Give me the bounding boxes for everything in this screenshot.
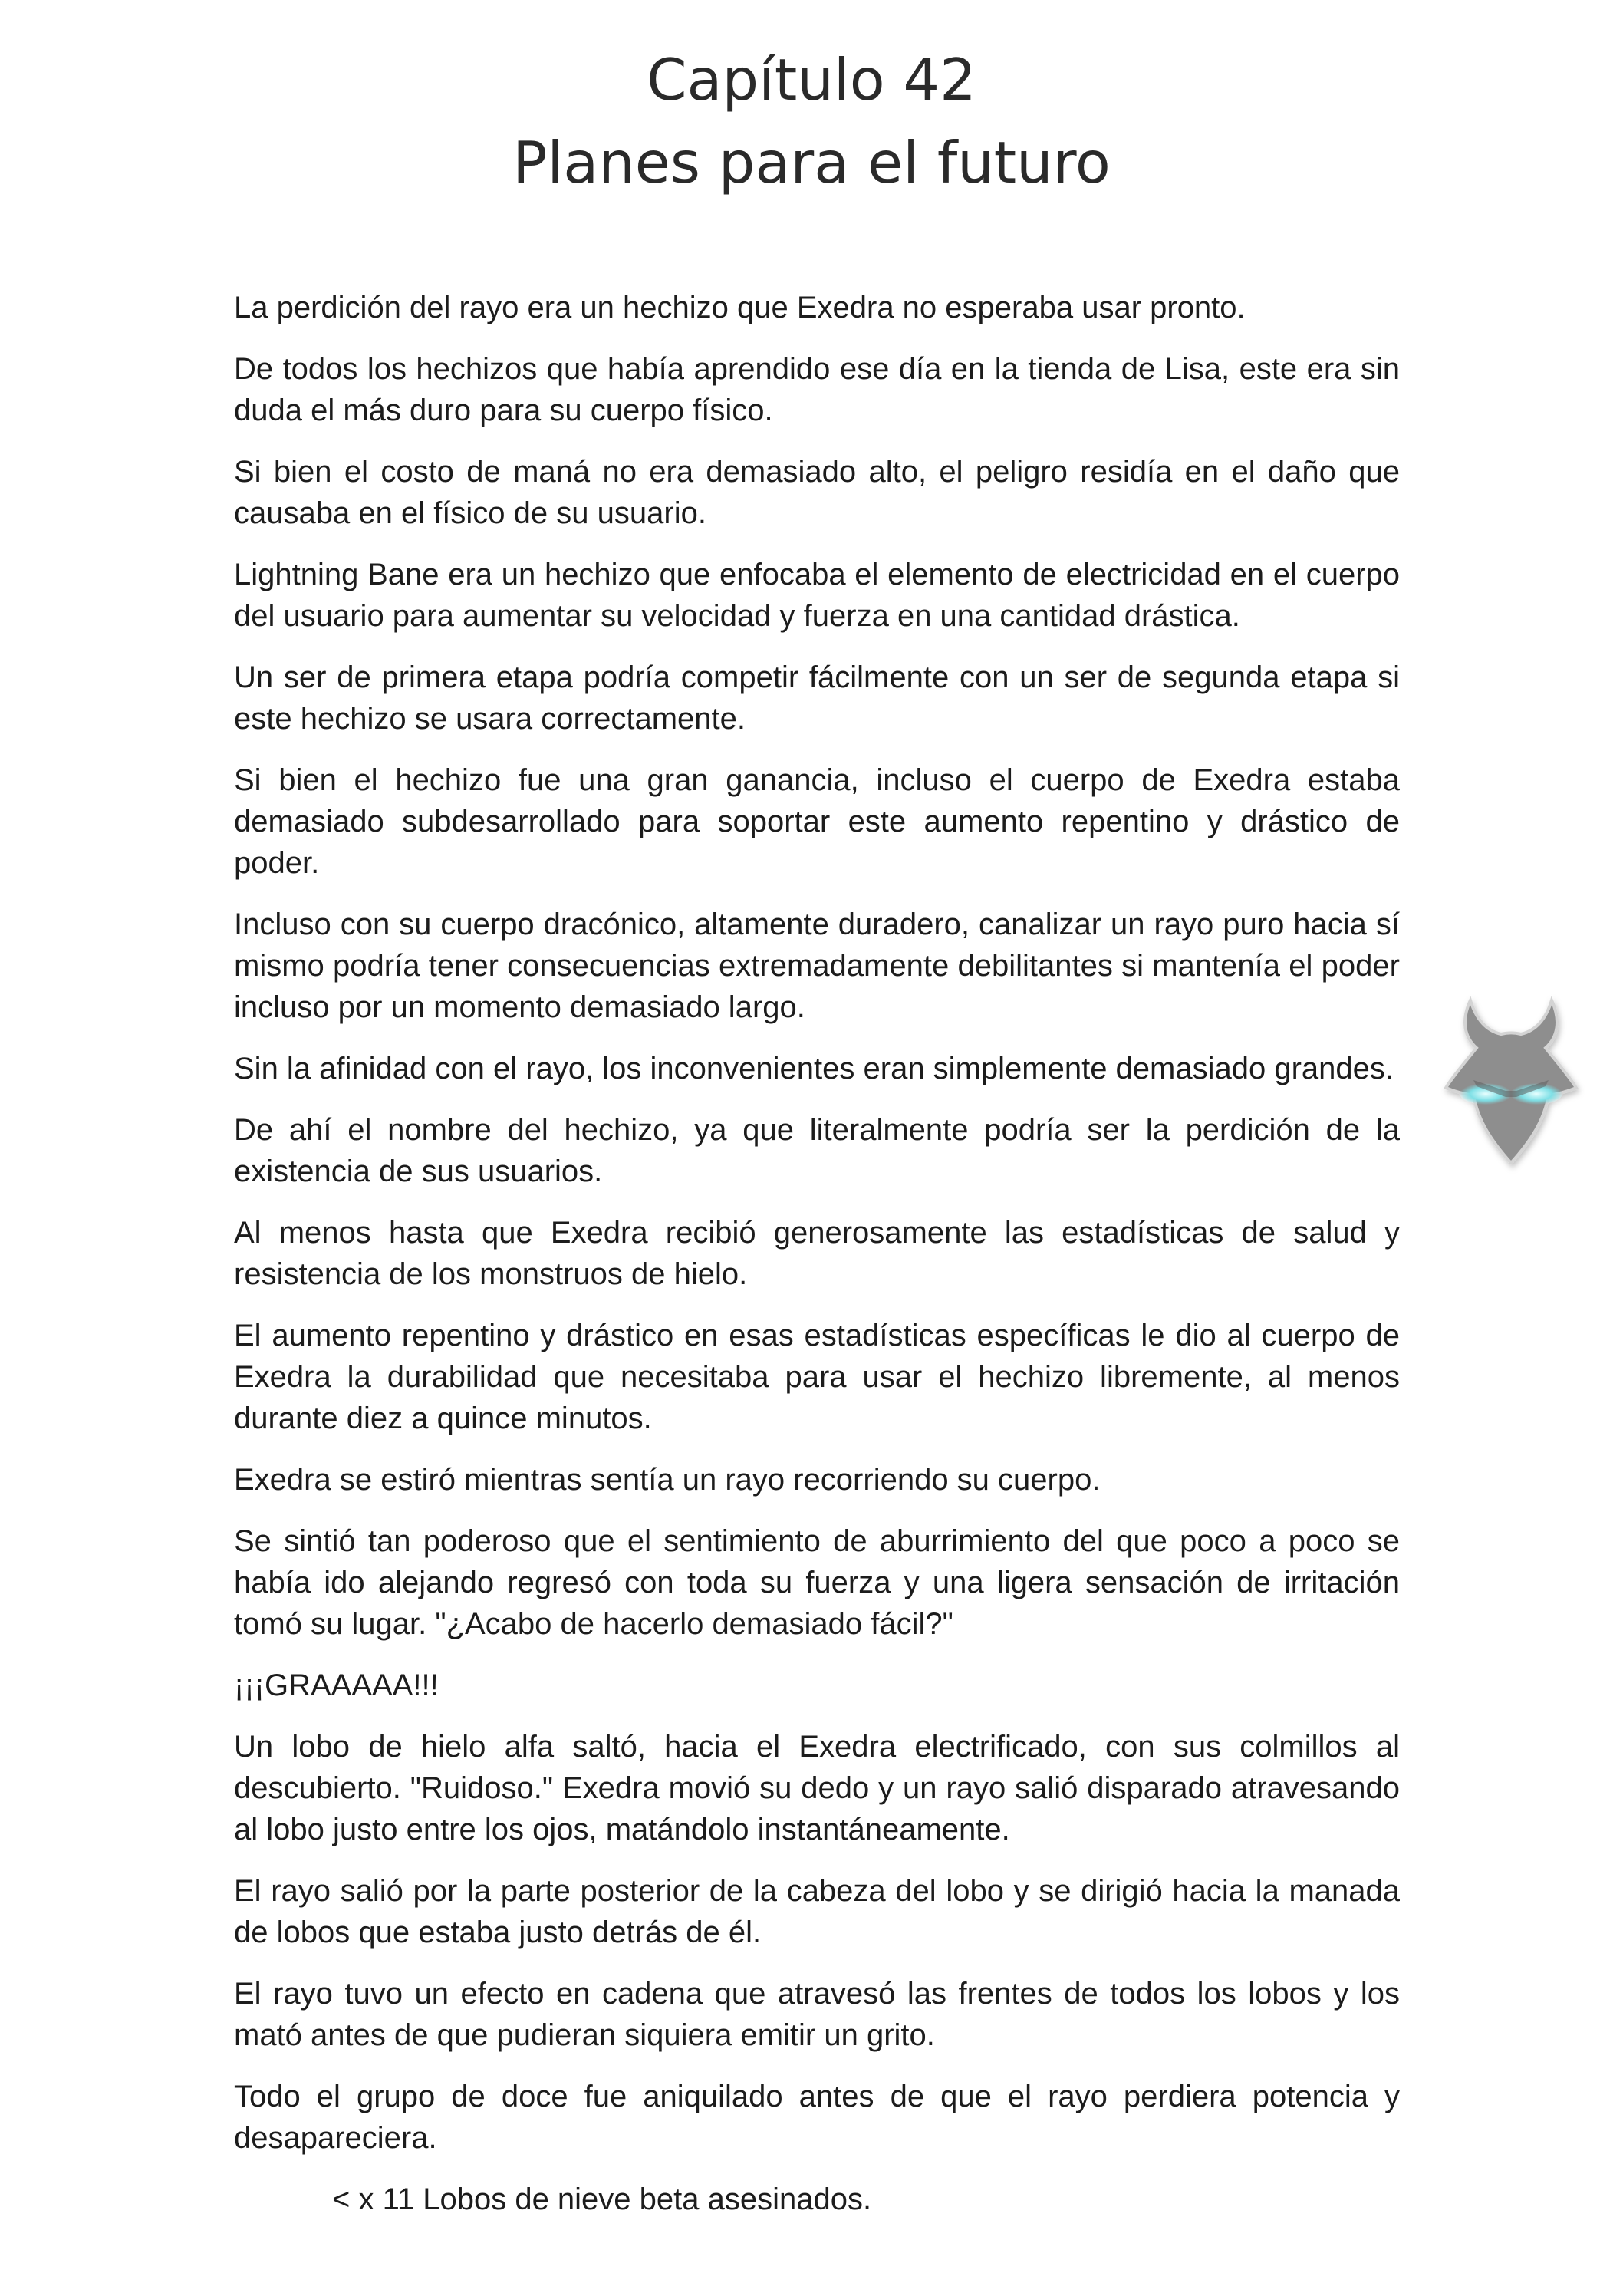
paragraph: De ahí el nombre del hechizo, ya que literalmente podría ser la perdición de la existencia de sus usuarios. (234, 1113, 1400, 1188)
chapter-title: Planes para el futuro (512, 129, 1111, 196)
chapter-body (234, 287, 1400, 2240)
paragraph: Un ser de primera etapa podría competir fácilmente con un ser de segunda etapa si este hechizo se usara correctamente. (234, 660, 1400, 736)
system-notice: < x 11 Lobos de nieve beta asesinados. (332, 2182, 872, 2216)
paragraph: Todo el grupo de doce fue aniquilado antes de que el rayo perdiera potencia y desapareciera. (234, 2080, 1400, 2155)
paragraph: De todos los hechizos que había aprendido ese día en la tienda de Lisa, este era sin duda el más duro para su cuerpo físico. (234, 352, 1400, 427)
paragraph: ¡¡¡GRAAAAA!!! (234, 1668, 439, 1702)
paragraph: El rayo salió por la parte posterior de la cabeza del lobo y se dirigió hacia la manada de lobos que estaba justo detrás de él. (234, 1874, 1400, 1949)
paragraph: Se sintió tan poderoso que el sentimiento de aburrimiento del que poco a poco se había ido alejando regresó con toda su fuerza y una ligera sensación de irritación tomó su lugar. "¿Acabo de hacerlo demasiado fácil?" (234, 1524, 1400, 1641)
paragraph: Incluso con su cuerpo dracónico, altamente duradero, canalizar un rayo puro hacia sí mismo podría tener consecuencias extremadamente debilitantes si mantenía el poder incluso por un momento demasiado largo. (234, 908, 1400, 1024)
paragraph: Al menos hasta que Exedra recibió generosamente las estadísticas de salud y resistencia de los monstruos de hielo. (234, 1216, 1400, 1291)
chapter-number: Capítulo 42 (647, 46, 976, 114)
paragraph: Si bien el hechizo fue una gran ganancia, incluso el cuerpo de Exedra estaba demasiado subdesarrollado para soportar este aumento repentino y drástico de poder. (234, 763, 1400, 880)
paragraph: Sin la afinidad con el rayo, los inconvenientes eran simplemente demasiado grandes. (234, 1052, 1394, 1085)
paragraph: Si bien el costo de maná no era demasiado alto, el peligro residía en el daño que causaba en el físico de su usuario. (234, 455, 1400, 530)
chapter-header (0, 38, 1623, 204)
paragraph: Exedra se estiró mientras sentía un rayo recorriendo su cuerpo. (234, 1463, 1101, 1497)
paragraph: El aumento repentino y drástico en esas estadísticas específicas le dio al cuerpo de Exedra la durabilidad que necesitaba para usar el hechizo libremente, al menos durante diez a quince minutos. (234, 1319, 1400, 1435)
demon-head-shape (1446, 1000, 1576, 1163)
paragraph: Un lobo de hielo alfa saltó, hacia el Exedra electrificado, con sus colmillos al descubierto. "Ruidoso." Exedra movió su dedo y un rayo salió disparado atravesando al lobo justo entre los ojos, matándolo instantáneamente. (234, 1730, 1400, 1846)
paragraph: El rayo tuvo un efecto en cadena que atravesó las frentes de todos los lobos y los mató antes de que pudieran siquiera emitir un grito. (234, 1977, 1400, 2052)
paragraph: Lightning Bane era un hechizo que enfocaba el elemento de electricidad en el cuerpo del usuario para aumentar su velocidad y fuerza en una cantidad drástica. (234, 558, 1400, 633)
paragraph: La perdición del rayo era un hechizo que Exedra no esperaba usar pronto. (234, 291, 1246, 324)
demon-head-icon (1430, 990, 1592, 1174)
watermark (1430, 990, 1592, 1174)
